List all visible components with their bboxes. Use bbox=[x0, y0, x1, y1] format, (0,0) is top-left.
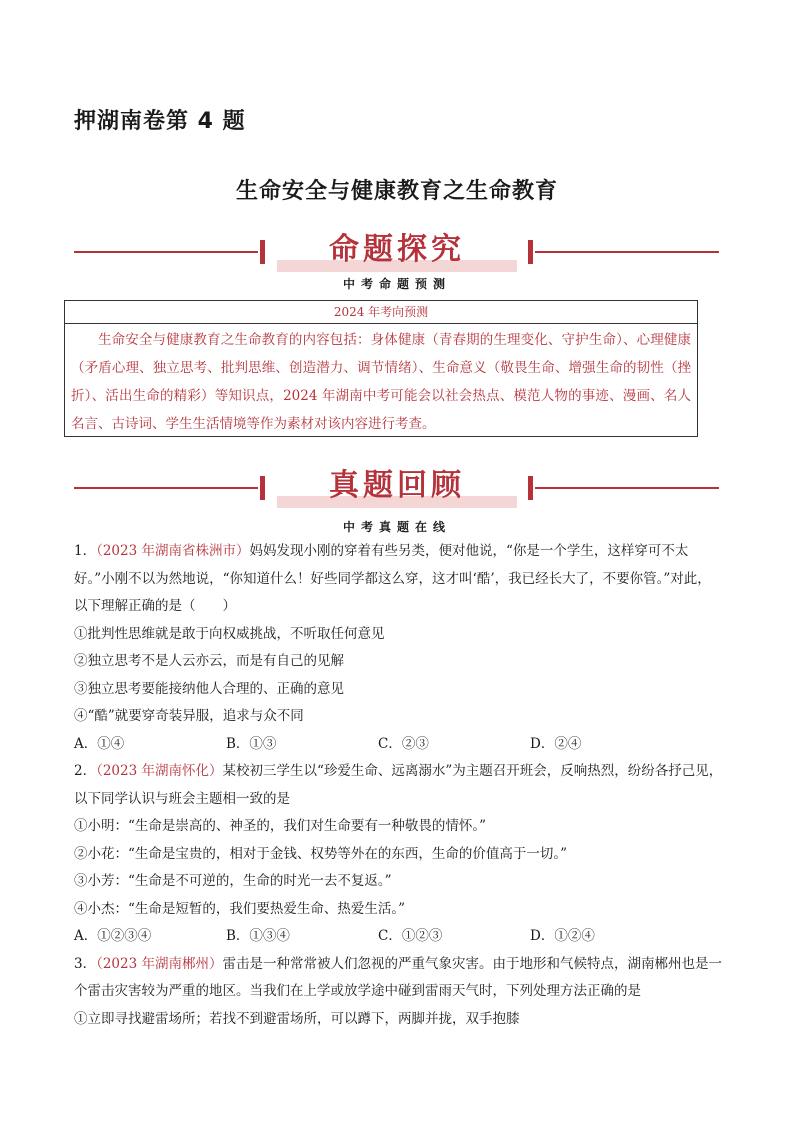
question-2-options bbox=[74, 923, 724, 951]
section-banner-review bbox=[74, 466, 719, 510]
page-title: 押湖南卷第 4 题 bbox=[74, 109, 246, 134]
question-3-stem bbox=[74, 951, 724, 1006]
option-d[interactable]: D．②④ bbox=[530, 735, 582, 752]
question-1-item: ④“酷”就要穿奇装异服，追求与众不同 bbox=[74, 708, 304, 724]
question-2-item: ④小杰：“生命是短暂的，我们要热爱生命、热爱生活。” bbox=[74, 900, 406, 917]
question-1-options bbox=[74, 731, 724, 759]
prediction-box-title: 2024 年考向预测 bbox=[65, 301, 697, 324]
banner-line-left bbox=[74, 251, 258, 253]
banner-tick-left bbox=[260, 476, 265, 500]
prediction-box-text: 生命安全与健康教育之生命教育的内容包括：身体健康（青春期的生理变化、守护生命）、心理健康（矛盾心理、独立思考、批判思维、创造潜力、调节情绪）、生命意义（敬畏生命、增强生命的韧性（挫折）、活出生命的精彩）等知识点，2024 年湖南中考可能会以社会热点、模范人物的事迹、漫画、名人名言、古诗词、学生生活情境等作为素材对该内容进行考查。 bbox=[71, 332, 691, 432]
banner-line-left bbox=[74, 487, 258, 489]
banner-line-right bbox=[535, 251, 719, 253]
section-banner-exploration bbox=[74, 230, 719, 274]
option-c[interactable]: C．②③ bbox=[378, 735, 429, 752]
question-source: （2023 年湖南郴州） bbox=[96, 955, 223, 972]
question-2-item: ②小花：“生命是宝贵的，相对于金钱、权势等外在的东西，生命的价值高于一切。” bbox=[74, 845, 568, 862]
question-2-item: ①小明：“生命是崇高的、神圣的，我们对生命要有一种敬畏的情怀。” bbox=[74, 818, 487, 834]
banner-tick-right bbox=[528, 240, 533, 264]
question-3-item: ①立即寻找避雷场所；若找不到避雷场所，可以蹲下，两脚并拢，双手抱膝 bbox=[74, 1010, 520, 1027]
option-b[interactable]: B．①③④ bbox=[226, 928, 290, 944]
question-text: 雷击是一种常常被人们忽视的严重气象灾害。由于地形和气候特点，湖南郴州也是一个雷击灾害较为严重的地区。当我们在上学或放学途中碰到雷雨天气时，下列处理方法正确的是 bbox=[74, 955, 722, 999]
option-a[interactable]: A．①②③④ bbox=[74, 928, 152, 944]
question-text: 某校初三学生以“珍爱生命、远离溺水”为主题召开班会，反响热烈，纷纷各抒己见，以下同学认识与班会主题相一致的是 bbox=[74, 763, 723, 807]
option-b[interactable]: B．①③ bbox=[226, 735, 277, 752]
question-source: （2023 年湖南怀化） bbox=[96, 763, 223, 779]
question-2-stem bbox=[74, 758, 724, 813]
question-source: （2023 年湖南省株洲市） bbox=[96, 543, 250, 559]
option-c[interactable]: C．①②③ bbox=[378, 928, 443, 944]
banner-tick-right bbox=[528, 476, 533, 500]
question-1-item: ③独立思考要能接纳他人合理的、正确的意见 bbox=[74, 680, 344, 697]
question-1-item: ①批判性思维就是敢于向权威挑战，不听取任何意见 bbox=[74, 625, 385, 642]
banner-label: 真题回顾 bbox=[329, 468, 465, 503]
question-text: 妈妈发现小刚的穿着有些另类，便对他说，“你是一个学生，这样穿可不太好。”小刚不以为然地说，“你知道什么！好些同学都这么穿，这才叫‘酷’，我已经长大了，不要你管。”对此，以下理解正确的是（ ） bbox=[74, 543, 711, 614]
question-number: 2． bbox=[74, 763, 97, 779]
prediction-box bbox=[64, 300, 698, 437]
section-subhead-prediction: 中考命题预测 bbox=[342, 277, 451, 291]
banner-line-right bbox=[535, 487, 719, 489]
question-number: 1． bbox=[74, 543, 97, 559]
question-1-stem bbox=[74, 538, 724, 621]
question-2-item: ③小芳：“生命是不可逆的，生命的时光一去不复返。” bbox=[74, 873, 392, 889]
option-a[interactable]: A．①④ bbox=[74, 735, 125, 752]
section-subhead-review: 中考真题在线 bbox=[342, 520, 451, 534]
option-d[interactable]: D．①②④ bbox=[530, 928, 595, 944]
banner-tick-left bbox=[260, 240, 265, 264]
question-1-item: ②独立思考不是人云亦云，而是有自己的见解 bbox=[74, 653, 344, 669]
question-list bbox=[74, 538, 724, 1033]
banner-label: 命题探究 bbox=[329, 232, 465, 267]
main-title: 生命安全与健康教育之生命教育 bbox=[235, 179, 558, 204]
question-number: 3． bbox=[74, 955, 97, 972]
